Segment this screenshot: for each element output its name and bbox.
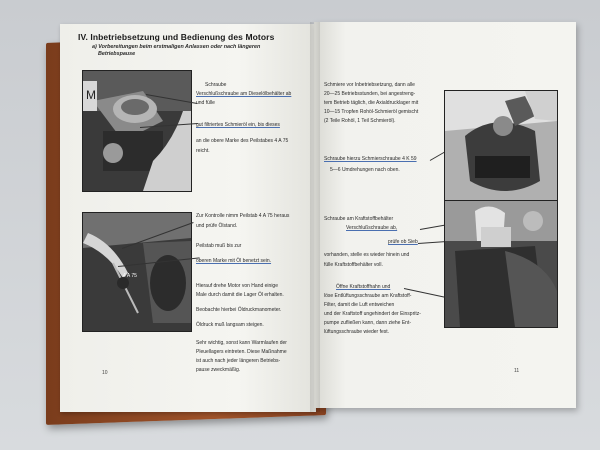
engine-photo-lubrication — [444, 90, 558, 206]
engine-photo-dipstick — [82, 212, 192, 332]
right-instruction-4-line5: pumpe zufließen kann, dann ziehe Ent- — [324, 320, 411, 326]
left-instruction-3-line3: Beobachte hierbei Öldruckmanometer. — [196, 307, 282, 313]
left-instruction-4-line1: Sehr wichtig, sonst kann Warmlaufen der — [196, 340, 287, 346]
right-instruction-3-line1: Schraube am Kraftstoffbehälter — [324, 216, 394, 222]
right-instruction-3-line3: prüfe ob Sieb — [388, 239, 418, 245]
right-instruction-1-line4: 10—15 Tropfen Rohöl-Schmieröl gemischt — [324, 109, 419, 115]
left-instruction-3-line4: Öldruck muß langsam steigen. — [196, 322, 264, 328]
dipstick-label: 4 A 75 — [123, 273, 137, 279]
right-instruction-1-line2: 20—25 Betriebsstunden, bei angestreng- — [324, 91, 416, 97]
left-instruction-1-line5: an die obere Marke des Peilstabes 4 A 75 — [196, 138, 289, 144]
left-instruction-1-line4: gut filtriertes Schmieröl ein, bis dieses — [196, 122, 280, 128]
left-instruction-3-line1: Hierauf drehe Motor von Hand einige — [196, 283, 278, 289]
right-instruction-4-line3: Filter, damit die Luft entweichen — [324, 302, 395, 308]
right-instruction-2-line1: Schraube hierzu Schmierschraube 4 K 59 — [324, 156, 417, 162]
right-instruction-3-line2: Verschlußschraube ab, — [346, 225, 398, 231]
right-instruction-1-line3: tem Betrieb täglich, die Axialdrucklager mit — [324, 100, 419, 106]
left-instruction-1-line3: und fülle — [196, 100, 215, 106]
right-instruction-4-line1: Öffne Kraftstoffhahn und — [336, 284, 391, 290]
left-instruction-1-line1: Schraube — [205, 82, 227, 88]
left-instruction-2-line3: Peilstab muß bis zur — [196, 243, 242, 249]
left-page-number: 10 — [102, 370, 108, 376]
left-instruction-4-line4: pause zweckmäßig. — [196, 367, 241, 373]
section-subheading: a) Vorbereitungen beim erstmaligen Anlassen oder nach längeren Betriebspause — [92, 44, 261, 57]
left-instruction-2-line2: und prüfe Ölstand. — [196, 223, 238, 229]
left-instruction-1-line6: reicht. — [196, 148, 210, 154]
right-instruction-1-line1: Schmiere vor Inbetriebsetzung, dann alle — [324, 82, 415, 88]
engine-photo-fuel-tank — [444, 200, 558, 328]
section-heading: IV. Inbetriebsetzung und Bedienung des Motors — [78, 32, 275, 42]
engine-photo-oil-filler — [82, 70, 192, 192]
left-instruction-4-line2: Pleuellagers eintreten. Diese Maßnahme — [196, 349, 287, 355]
right-instruction-3-line4: vorhanden, stelle es wieder hinein und — [324, 252, 410, 258]
right-instruction-3-line5: fülle Kraftstoffbehälter voll. — [324, 262, 383, 268]
left-instruction-2-line1: Zur Kontrolle nimm Peilstab 4 A 75 heraus — [196, 213, 290, 219]
left-instruction-2-line4: oberen Marke mit Öl benetzt sein. — [196, 258, 272, 264]
right-instruction-4-line6: lüftungsschraube wieder fest. — [324, 329, 390, 335]
left-instruction-4-line3: ist auch nach jeder längeren Betriebs- — [196, 358, 281, 364]
left-instruction-3-line2: Male durch damit die Lager Öl erhalten. — [196, 292, 284, 298]
right-instruction-2-line2: 5—6 Umdrehungen nach oben. — [330, 167, 400, 173]
page-gutter — [310, 22, 320, 412]
right-instruction-4-line4: und der Kraftstoff ungehindert der Einspritz- — [324, 311, 421, 317]
svg-text:M: M — [86, 88, 96, 102]
right-instruction-4-line2: löse Entlüftungsschraube am Kraftstoff- — [324, 293, 412, 299]
left-instruction-1-line2: Verschlußschraube am Dieselölbehälter ab — [196, 91, 292, 97]
right-page-number: 11 — [514, 368, 520, 374]
right-instruction-1-line5: (2 Teile Rohöl, 1 Teil Schmieröl). — [324, 118, 396, 124]
